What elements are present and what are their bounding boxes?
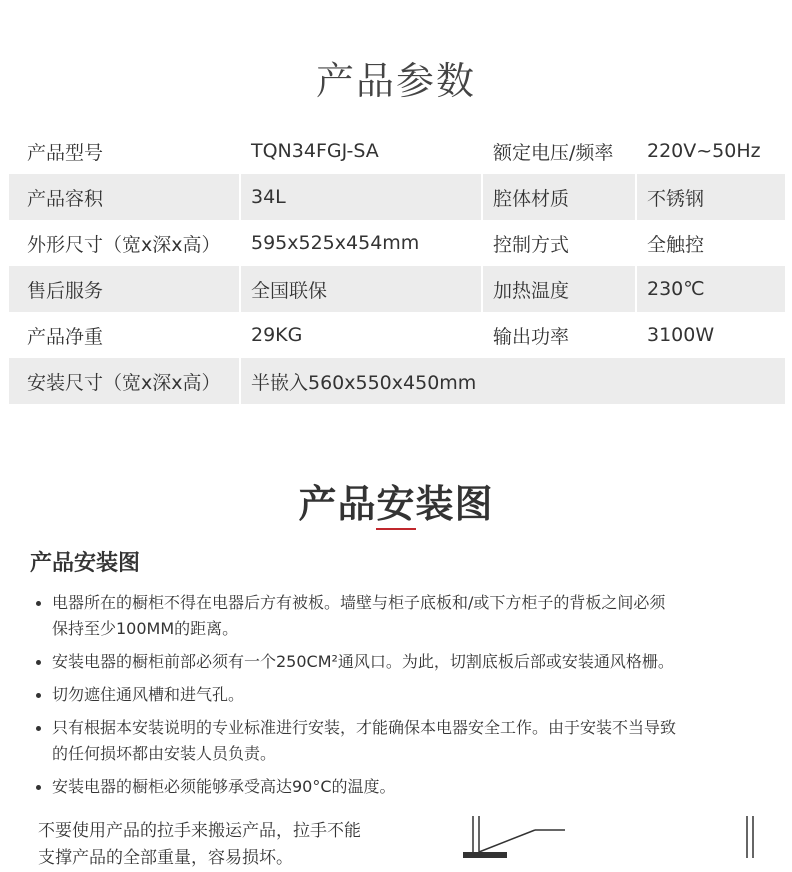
table-row [9,220,785,266]
install-title: 产品安装图 [298,482,494,526]
note-line: 切勿遮住通风槽和进气孔。 [52,685,245,704]
param-label: 外形尺寸（宽x深x高） [9,220,240,266]
param-label: 加热温度 [482,266,636,312]
param-label: 输出功率 [482,312,636,358]
table-row [9,128,785,174]
param-value: 29KG [240,312,482,358]
param-value: 595x525x454mm [240,220,482,266]
param-value: 半嵌入560x550x450mm [240,358,785,404]
warning-line: 不要使用产品的拉手来搬运产品，拉手不能 [38,821,361,841]
title-underline [376,528,416,530]
table-row [9,358,785,404]
bullet-icon [36,660,41,665]
param-value: TQN34FGJ-SA [240,128,482,174]
note-line: 保持至少100MM的距离。 [52,619,239,638]
table-row [9,312,785,358]
list-item [28,774,768,800]
note-line: 只有根据本安装说明的专业标准进行安装，才能确保本电器安全工作。由于安装不当导致 [52,718,677,737]
list-item [28,682,768,708]
param-value: 全国联保 [240,266,482,312]
param-value: 全触控 [647,233,705,256]
bullet-icon [36,601,41,606]
bullet-icon [36,726,41,731]
params-table [9,128,785,404]
param-label: 产品容积 [9,174,240,220]
note-line: 电器所在的橱柜不得在电器后方有被板。墙壁与柜子底板和/或下方柜子的背板之间必须 [52,593,666,612]
param-label: 控制方式 [482,220,636,266]
list-item [28,649,768,675]
params-title: 产品参数 [315,59,476,103]
note-line: 安装电器的橱柜前部必须有一个250CM²通风口。为此，切割底板后部或安装通风格栅。 [52,652,674,671]
note-line: 的任何损坏都由安装人员负责。 [52,744,277,763]
handle-warning [38,818,418,872]
param-label: 安装尺寸（宽x深x高） [9,358,240,404]
param-label: 产品净重 [9,312,240,358]
table-row [9,266,785,312]
list-item [28,590,768,642]
param-value: 34L [240,174,482,220]
section-heading: 产品安装图 [30,551,141,576]
param-label: 产品型号 [9,128,240,174]
param-label: 腔体材质 [482,174,636,220]
param-value: 不锈钢 [636,174,785,220]
param-label: 额定电压/频率 [482,128,636,174]
bullet-icon [36,785,41,790]
bullet-icon [36,693,41,698]
note-line: 安装电器的橱柜必须能够承受高达90°C的温度。 [52,777,396,796]
table-row [9,174,785,220]
param-value: 220V~50Hz [647,140,761,162]
cabinet-drawing [455,812,765,858]
param-label: 售后服务 [9,266,240,312]
param-value: 3100W [647,324,715,346]
param-value: 230℃ [636,266,785,312]
install-notes [28,590,768,807]
warning-line: 支撑产品的全部重量，容易损坏。 [38,848,293,868]
list-item [28,715,768,767]
